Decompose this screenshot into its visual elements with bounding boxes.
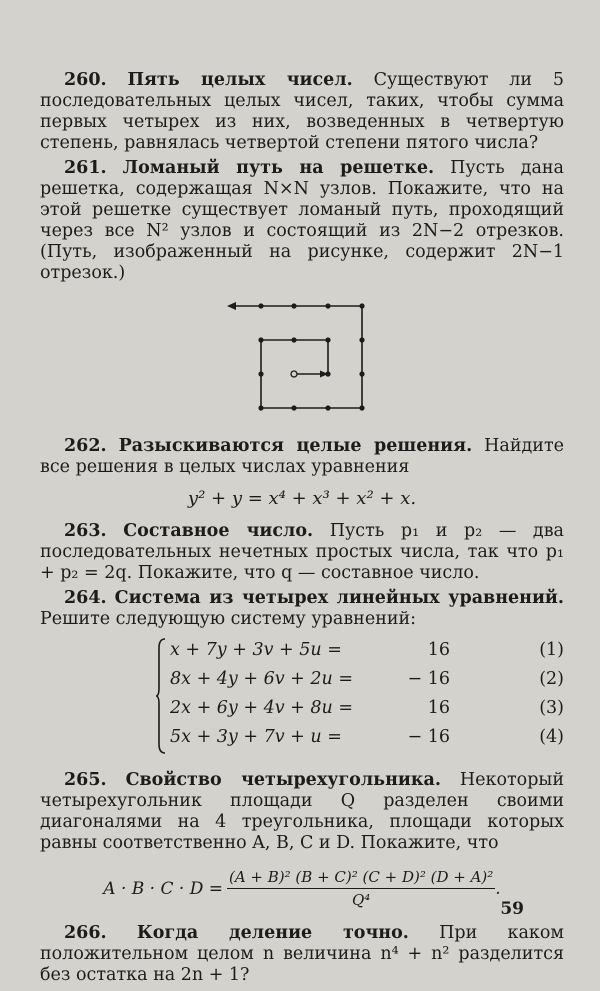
system-brace — [156, 638, 166, 754]
problem-262 — [40, 436, 564, 478]
formula-denominator: Q⁴ — [351, 891, 371, 909]
equation-1-rhs: 16 — [427, 640, 450, 660]
problem-265-number: 265. — [64, 770, 107, 790]
formula-numerator: (A + B)² (B + C)² (C + D)² (D + A)² — [227, 868, 495, 889]
problem-260 — [40, 70, 564, 154]
equation-2-rhs: − 16 — [407, 669, 450, 689]
equation-row-3 — [170, 694, 564, 723]
page-number: 59 — [500, 899, 524, 919]
equation-row-4 — [170, 723, 564, 752]
equation-row-2 — [170, 665, 564, 694]
problem-264 — [40, 588, 564, 630]
problem-264-title: Система из четырех линейных уравнений. — [114, 588, 564, 608]
equation-4-rhs: − 16 — [407, 727, 450, 747]
lattice-path-figure — [227, 302, 377, 422]
broken-path — [231, 306, 362, 408]
problem-261-text: Пусть дана решетка, содержащая N×N узлов. Покажите, что на этой решетке существует ломаный путь, проходящий через все N² узлов и состоящий из 2N−2 отрезков. (Путь, изображенный на рисунке, содержит 2N−1 отрезок.) — [40, 158, 564, 283]
problem-262-text: Найдите все решения в целых числах уравнения — [40, 436, 564, 477]
equation-4-label: (4) — [539, 727, 564, 747]
problem-265-title: Свойство четырехугольника. — [125, 770, 441, 790]
equation-1-lhs: x + 7y + 3v + 5u = — [170, 640, 342, 660]
problem-261-number: 261. — [64, 158, 107, 178]
equation-2-lhs: 8x + 4y + 6v + 2u = — [170, 669, 354, 689]
problem-260-text: Существуют ли 5 последовательных целых чисел, таких, чтобы сумма первых четырех из них, возведенных в четвертую степень, равнялась четвертой степени пятого числа? — [40, 70, 564, 153]
arrow-head-end — [227, 302, 236, 310]
start-node — [291, 371, 297, 377]
equation-row-1 — [170, 636, 564, 665]
problem-266-title: Когда деление точно. — [136, 923, 409, 943]
page-content — [40, 70, 564, 986]
formula-fraction — [227, 868, 495, 909]
equation-3-label: (3) — [539, 698, 564, 718]
problem-266-text: При каком положительном целом n величина n⁴ + n² разделится без остатка на 2n + 1? — [40, 923, 564, 985]
problem-260-number: 260. — [64, 70, 107, 90]
arrow-head-inner — [320, 371, 328, 378]
problem-261-title: Ломаный путь на решетке. — [122, 158, 435, 178]
problem-265 — [40, 770, 564, 854]
equation-2-label: (2) — [539, 669, 564, 689]
problem-264-text: Решите следующую систему уравнений: — [40, 609, 417, 629]
problem-262-title: Разыскиваются целые решения. — [118, 436, 473, 456]
equation-4-lhs: 5x + 3y + 7v + u = — [170, 727, 342, 747]
problem-261 — [40, 158, 564, 284]
formula-lhs: A · B · C · D = — [103, 878, 223, 899]
problem-264-number: 264. — [64, 588, 107, 608]
problem-262-equation: y² + y = x⁴ + x³ + x² + x. — [187, 488, 417, 509]
problem-263-title: Составное число. — [123, 521, 314, 541]
formula-end: . — [495, 878, 501, 899]
problem-260-title: Пять целых чисел. — [127, 70, 353, 90]
equation-3-lhs: 2x + 6y + 4v + 8u = — [170, 698, 354, 718]
lattice-nodes — [258, 303, 364, 410]
problem-263 — [40, 521, 564, 584]
problem-266 — [40, 923, 564, 986]
problem-266-number: 266. — [64, 923, 107, 943]
problem-265-text: Некоторый четырехугольник площади Q разделен своими диагоналями на 4 треугольника, площади которых равны соответственно A, B, C и D. Покажите, что — [40, 770, 564, 853]
equation-1-label: (1) — [539, 640, 564, 660]
equation-system — [40, 636, 564, 756]
problem-263-text: Пусть p₁ и p₂ — два последовательных нечетных простых числа, так что p₁ + p₂ = 2q. Покажите, что q — составное число. — [40, 521, 564, 583]
problem-265-formula — [40, 868, 564, 909]
problem-263-number: 263. — [64, 521, 107, 541]
problem-262-number: 262. — [64, 436, 107, 456]
equation-3-rhs: 16 — [427, 698, 450, 718]
